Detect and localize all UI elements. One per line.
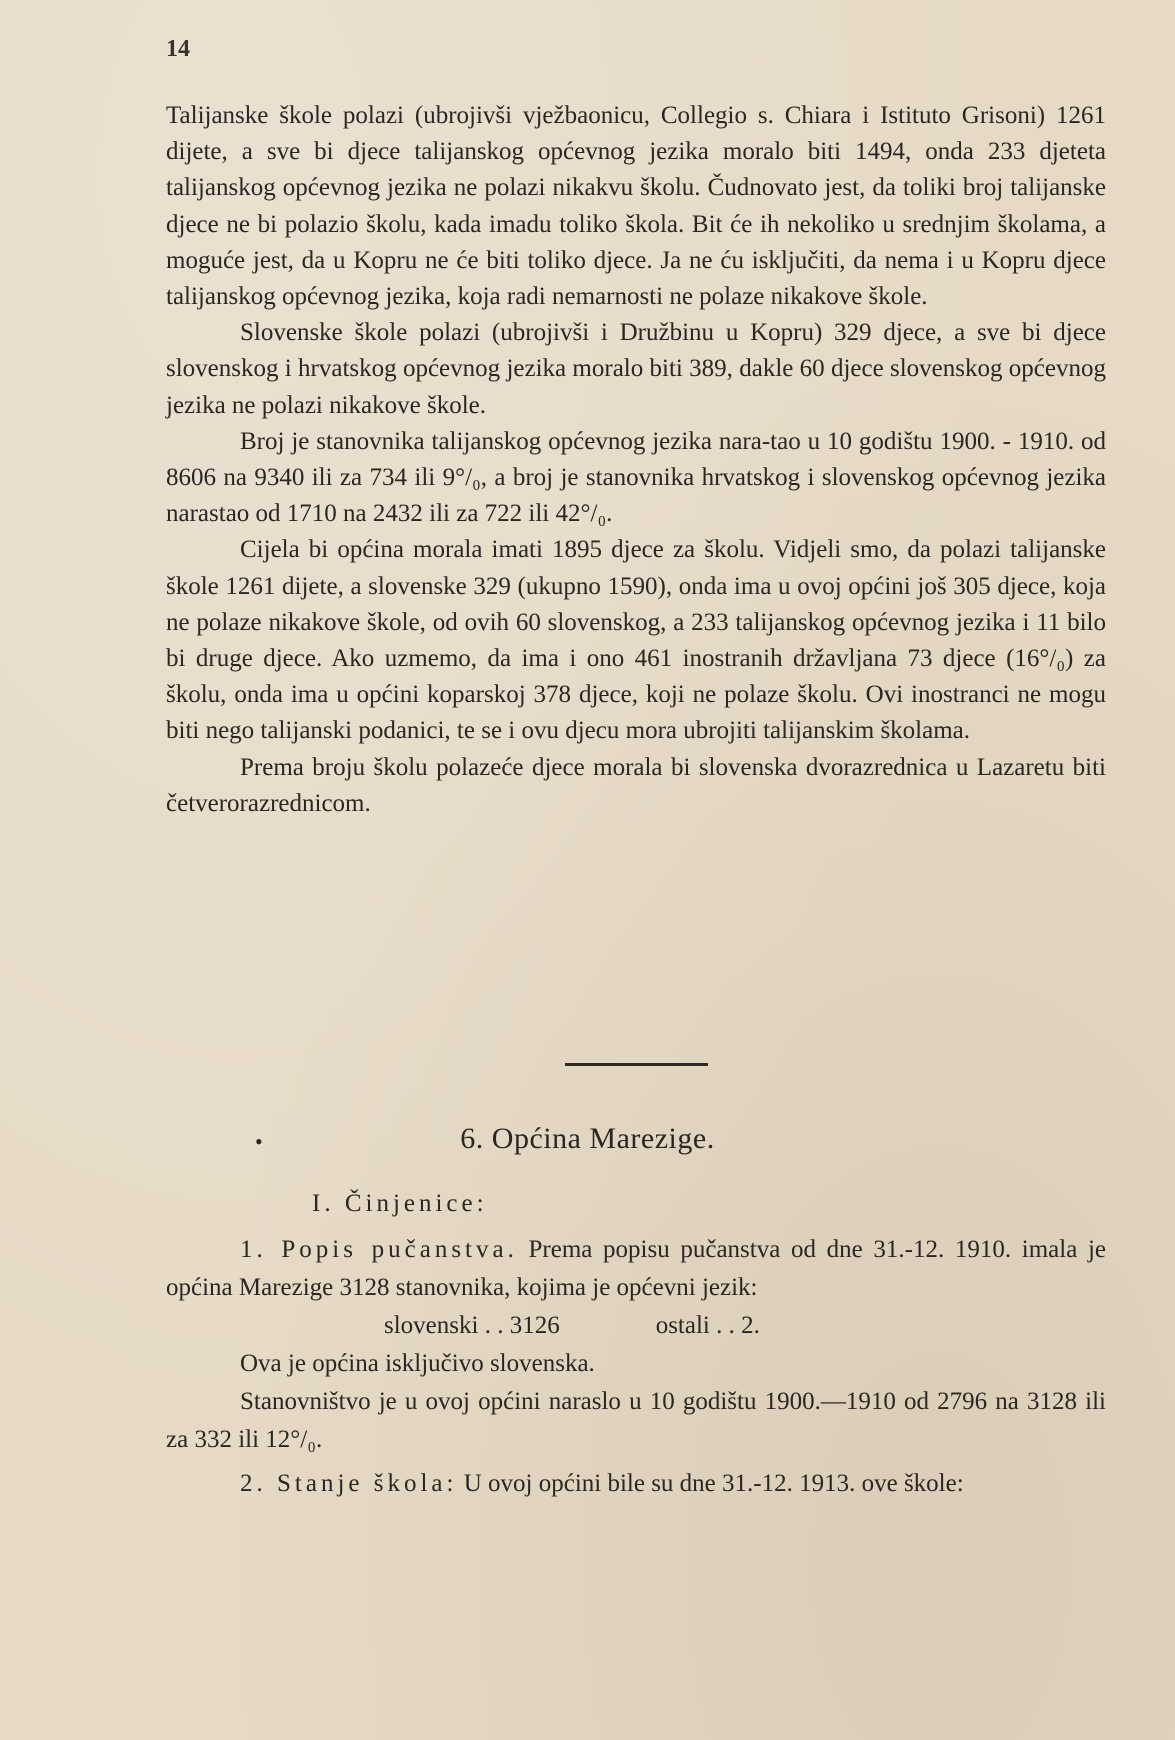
item-census-label: 1. Popis pučanstva.: [240, 1236, 518, 1263]
section-body: [166, 1185, 1106, 1503]
subheading-facts: I. Činjenice:: [312, 1190, 488, 1217]
paragraph-slovene-schools: Slovenske škole polazi (ubrojivši i Družbinu u Kopru) 329 djece, a sve bi djece slovenskog i hrvatskog općevnog jezika moralo biti 389, dakle 60 djece slovenskog općevnog jezika ne polazi nikakove škole.: [166, 319, 1106, 419]
item-census-text: Prema popisu pučanstva od dne 31.-12. 1910. imala je općina Marezige 3128 stanovnika, kojima je općevni jezik:: [166, 1236, 1107, 1301]
section-divider: [565, 1063, 708, 1066]
item-schools: [166, 1465, 1106, 1503]
paragraph-lazaret-school: Prema broju školu polazeće djece morala bi slovenska dvorazrednica u Lazaretu biti četverorazrednicom.: [166, 753, 1106, 817]
language-other: ostali . . 2.: [655, 1312, 760, 1339]
page-number: 14: [166, 36, 190, 62]
paragraph-school-age-children: Cijela bi općina morala imati 1895 djece za školu. Vidjeli smo, da polazi talijanske škole 1261 dijete, a slovenske 329 (ukupno 1590), onda ima u ovoj općini još 305 djece, koja ne polaze nikakove škole, od ovih 60 slovenskog, a 233 talijanskog općevnog jezika i 11 bilo bi druge djece. Ako uzmemo, da ima i ono 461 inostranih državljana 73 djece (16°/₀) za školu, onda ima u općini koparskoj 378 djece, koji ne polaze školu. Ovi inostranci ne mogu biti nego talijanski podanici, te se i ovu djecu mora ubrojiti talijanskim školama.: [166, 536, 1106, 745]
item-census: [166, 1231, 1106, 1307]
section-title: 6. Općina Marezige.: [460, 1122, 715, 1155]
item-schools-label: 2. Stanje škola:: [240, 1470, 458, 1497]
bullet-mark: •: [255, 1129, 263, 1154]
paragraph-italian-schools: Talijanske škole polazi (ubrojivši vježbaonicu, Collegio s. Chiara i Istituto Grisoni) 1261 dijete, a sve bi djece talijanskog općevnog jezika moralo biti 1494, onda 233 djeteta talijanskog općevnog jezika ne polazi nikakvu školu. Čudnovato jest, da toliki broj talijanske djece ne bi polazio školu, kada imadu toliko škola. Bit će ih nekoliko u srednjim školama, a moguće jest, da u Kopru ne će biti toliko djece. Ja ne ću isključiti, da nema i u Kopru djece talijanskog općevnog jezika, koja radi nemarnosti ne polaze nikakove škole.: [166, 102, 1106, 311]
paragraph-population-growth: Broj je stanovnika talijanskog općevnog jezika nara-tao u 10 godištu 1900. - 1910. od 8606 na 9340 ili za 734 ili 9°/₀, a broj je stanovnika hrvatskog i slovenskog općevnog jezika narastao od 1710 na 2432 ili za 722 ili 42°/₀.: [166, 427, 1106, 528]
language-slovene: slovenski . . 3126: [384, 1312, 560, 1339]
paragraph-exclusive-slovene: Ova je općina isključivo slovenska.: [240, 1350, 595, 1377]
item-schools-text: U ovoj općini bile su dne 31.-12. 1913. ove škole:: [463, 1470, 964, 1497]
body-text: [166, 98, 1106, 822]
paragraph-marezige-growth: Stanovništvo je u ovoj općini naraslo u 10 godištu 1900.—1910 od 2796 na 3128 ili za 332 ili 12°/₀.: [166, 1388, 1106, 1453]
language-table: [166, 1307, 1106, 1345]
